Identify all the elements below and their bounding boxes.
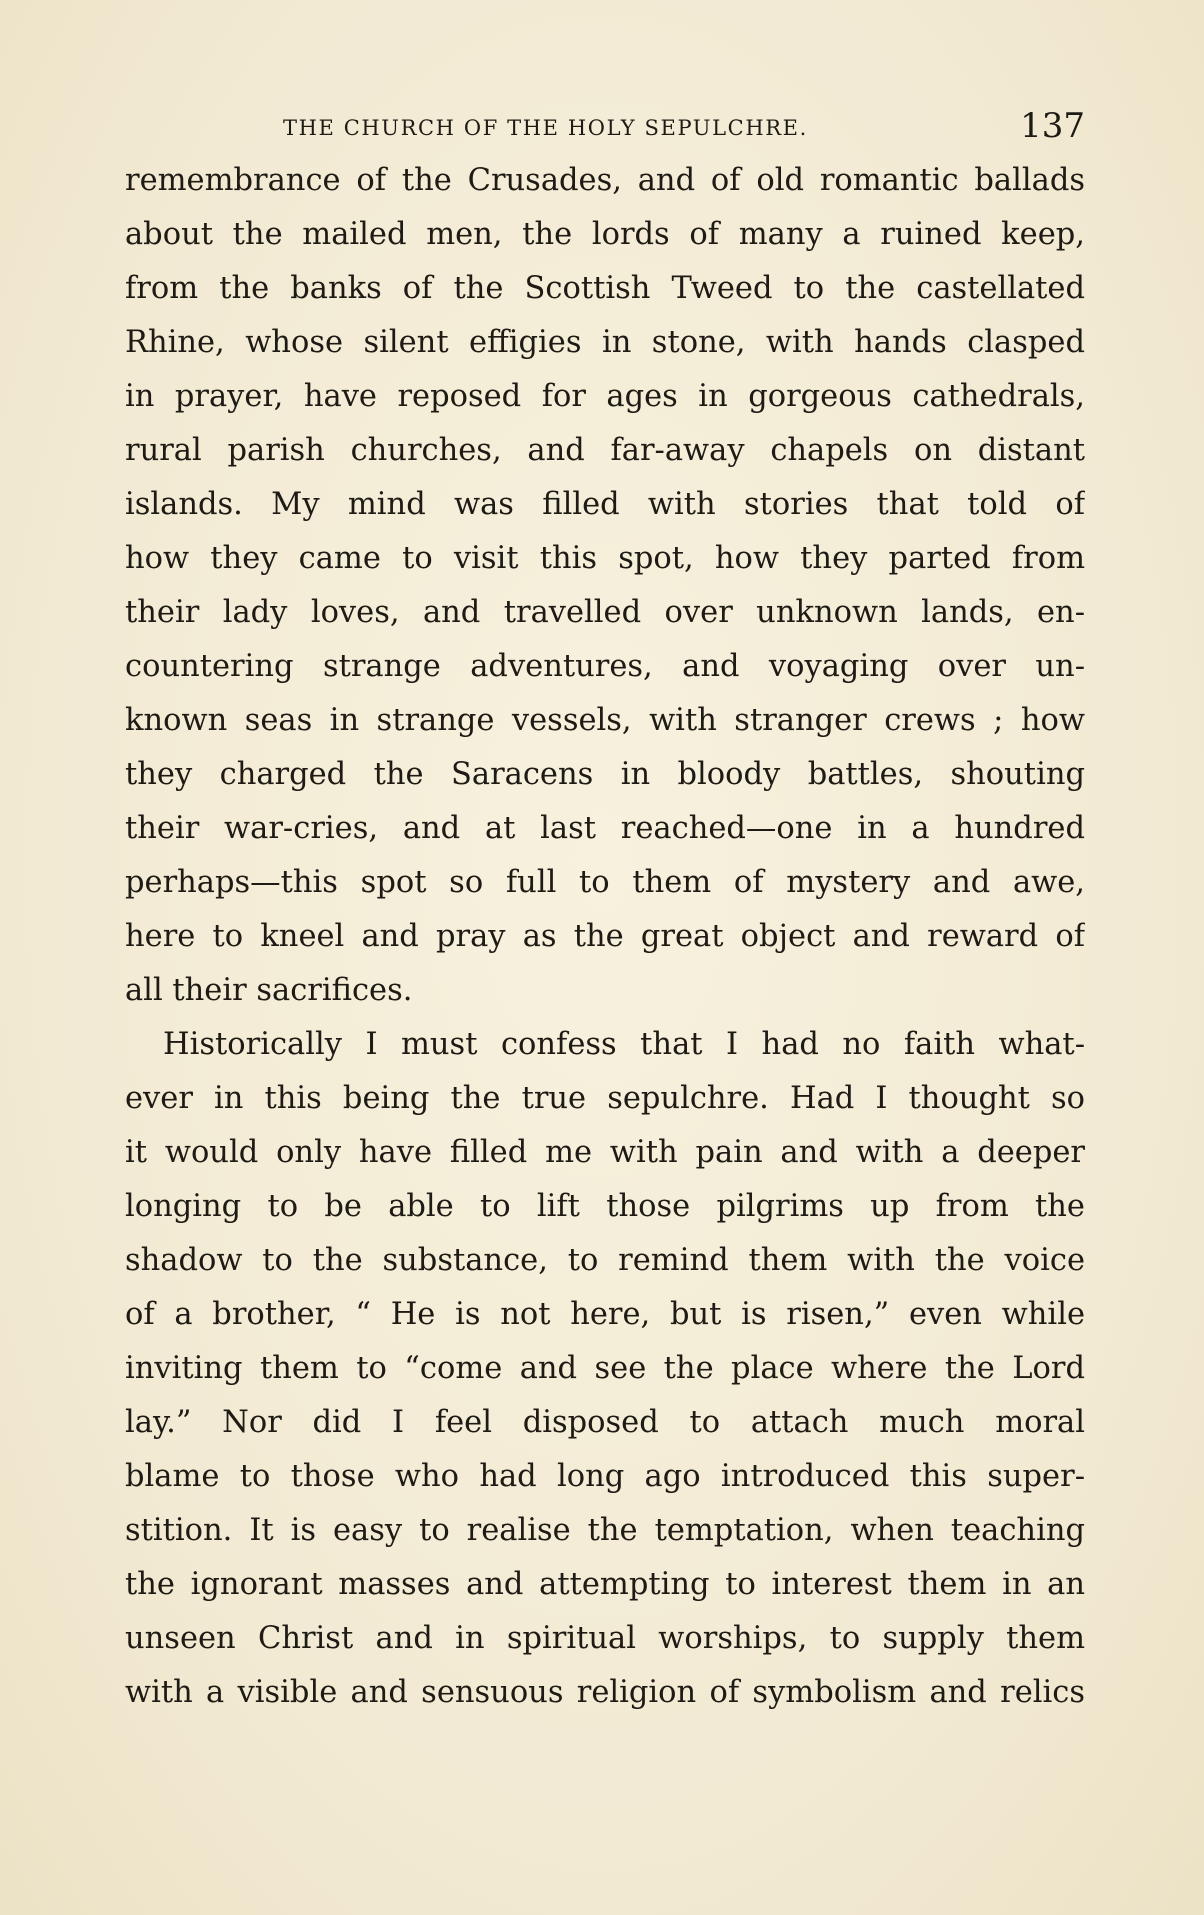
running-head — [125, 100, 1085, 160]
text-line: rural parish churches, and far-away chapels on distant — [125, 433, 1085, 468]
text-line: of a brother, “ He is not here, but is risen,” even while — [125, 1297, 1085, 1332]
text-line: stition. It is easy to realise the temptation, when teaching — [125, 1513, 1085, 1548]
text-line: perhaps—this spot so full to them of mystery and awe, — [125, 865, 1085, 900]
paragraph — [125, 154, 1085, 1018]
text-line: Rhine, whose silent effigies in stone, with hands clasped — [125, 325, 1085, 360]
text-line: their lady loves, and travelled over unknown lands, en- — [125, 595, 1085, 630]
text-line: the ignorant masses and attempting to interest them in an — [125, 1567, 1085, 1602]
text-line: all their sacrifices. — [125, 973, 413, 1008]
text-line: islands. My mind was filled with stories that told of — [125, 487, 1085, 522]
text-line: lay.” Nor did I feel disposed to attach much moral — [125, 1405, 1085, 1440]
page-number: 137 — [1020, 106, 1085, 146]
text-line: their war-cries, and at last reached—one in a hundred — [125, 811, 1085, 846]
text-line: remembrance of the Crusades, and of old romantic ballads — [125, 163, 1085, 198]
text-line: Historically I must confess that I had no faith what- — [163, 1027, 1085, 1062]
text-line: shadow to the substance, to remind them with the voice — [125, 1243, 1085, 1278]
text-line: with a visible and sensuous religion of symbolism and relics — [125, 1675, 1085, 1710]
text-line: blame to those who had long ago introduced this super- — [125, 1459, 1085, 1494]
text-line: ever in this being the true sepulchre. Had I thought so — [125, 1081, 1085, 1116]
text-line: known seas in strange vessels, with stranger crews ; how — [125, 703, 1085, 738]
text-line: it would only have filled me with pain and with a deeper — [125, 1135, 1085, 1170]
text-line: countering strange adventures, and voyaging over un- — [125, 649, 1085, 684]
text-line: longing to be able to lift those pilgrims up from the — [125, 1189, 1085, 1224]
text-line: inviting them to “come and see the place where the Lord — [125, 1351, 1085, 1386]
text-line: in prayer, have reposed for ages in gorgeous cathedrals, — [125, 379, 1085, 414]
text-line: from the banks of the Scottish Tweed to the castellated — [125, 271, 1085, 306]
text-line: here to kneel and pray as the great object and reward of — [125, 919, 1085, 954]
paragraph — [125, 1018, 1085, 1720]
text-line: how they came to visit this spot, how they parted from — [125, 541, 1085, 576]
running-head-title: THE CHURCH OF THE HOLY SEPULCHRE. — [283, 116, 808, 140]
body-text — [125, 154, 1085, 1720]
text-line: unseen Christ and in spiritual worships, to supply them — [125, 1621, 1085, 1656]
text-line: about the mailed men, the lords of many a ruined keep, — [125, 217, 1085, 252]
text-line: they charged the Saracens in bloody battles, shouting — [125, 757, 1085, 792]
